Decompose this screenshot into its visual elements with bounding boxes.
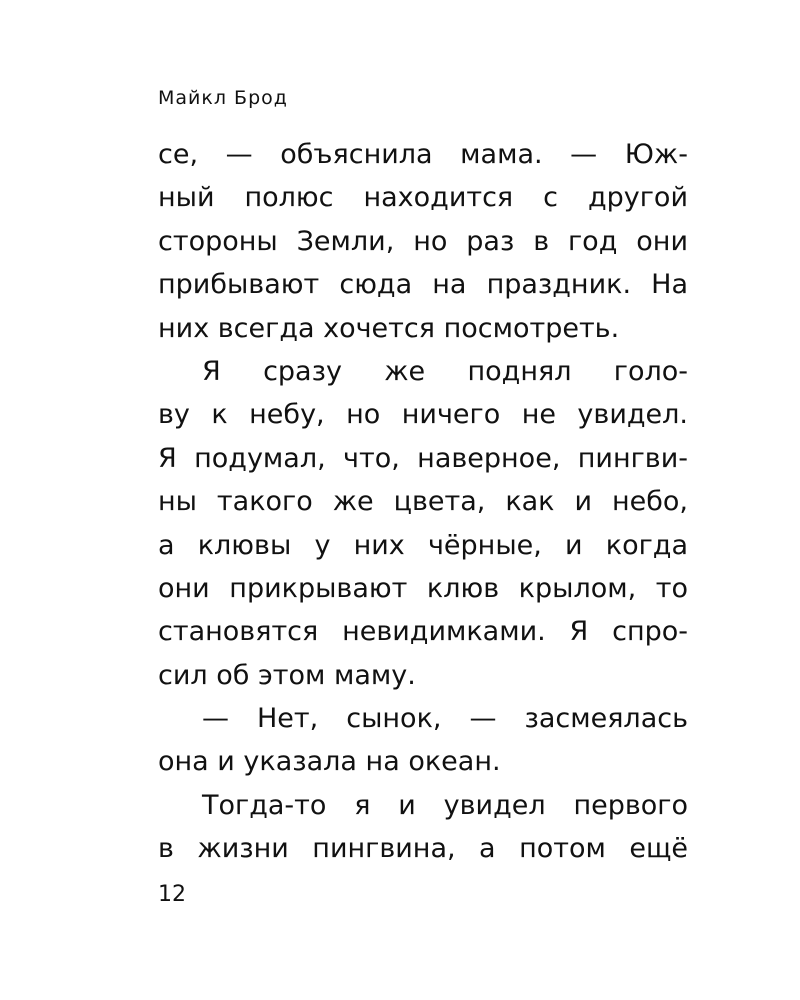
text-line: ны такого же цвета, как и небо, <box>158 486 688 518</box>
body-text <box>158 133 688 871</box>
page-number: 12 <box>158 882 186 907</box>
text-line: се, — объяснила мама. — Юж- <box>158 139 688 170</box>
text-line: становятся невидимками. Я спро- <box>158 616 688 648</box>
paragraph-first-line: — Нет, сынок, — засмеялась <box>202 703 688 735</box>
paragraph-first-line: Я сразу же поднял голо- <box>202 355 688 387</box>
text-line: них всегда хочется посмотреть. <box>158 312 620 344</box>
running-head-author: Майкл Брод <box>158 87 288 109</box>
text-line: они прикрывают клюв крылом, то <box>158 572 688 604</box>
text-line: сил об этом маму. <box>158 659 416 691</box>
text-line: Я подумал, что, наверное, пингви- <box>158 442 688 474</box>
text-line: ный полюс находится с другой <box>158 182 688 214</box>
text-line: ву к небу, но ничего не увидел. <box>158 399 688 431</box>
text-line: стороны Земли, но раз в год они <box>158 225 688 257</box>
text-line: прибывают сюда на праздник. На <box>158 269 688 301</box>
text-line: а клювы у них чёрные, и когда <box>158 529 688 561</box>
paragraph-first-line: Тогда-то я и увидел первого <box>202 789 688 821</box>
text-line: она и указала на океан. <box>158 746 501 778</box>
text-line: в жизни пингвина, а потом ещё <box>158 833 688 865</box>
